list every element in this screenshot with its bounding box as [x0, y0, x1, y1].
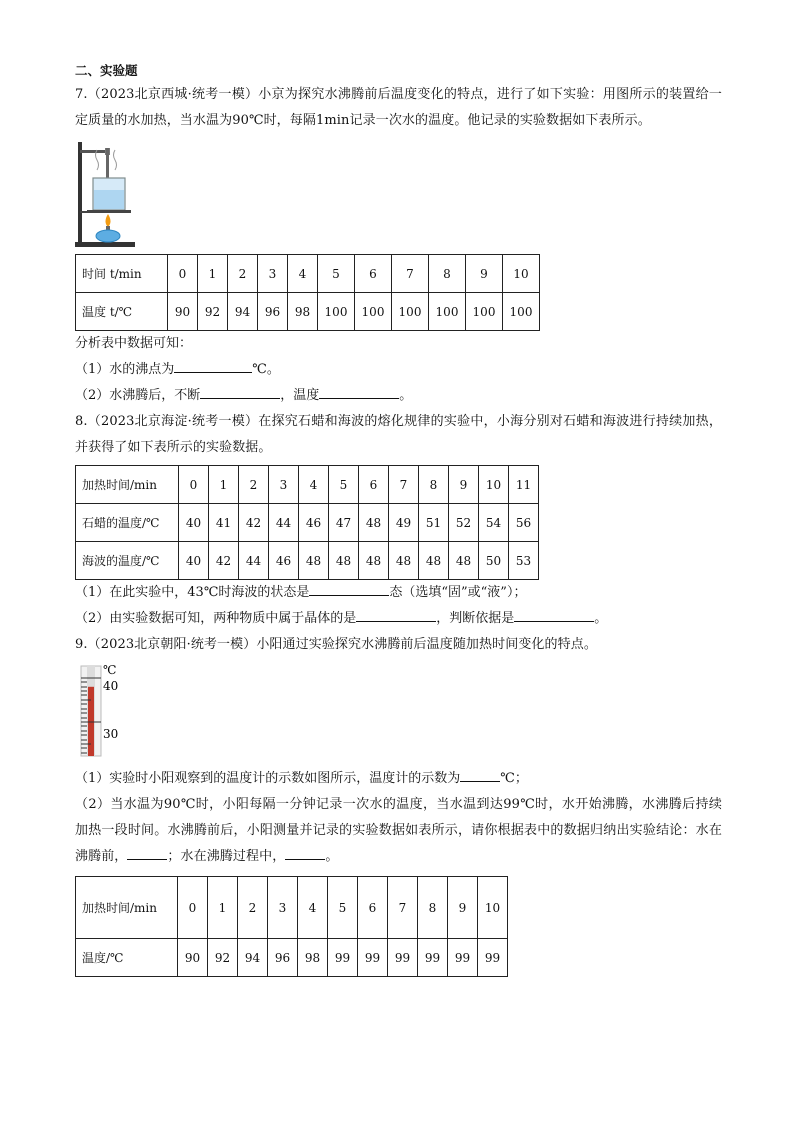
q8-stem: 8.（2023北京海淀·统考一模）在探究石蜡和海波的熔化规律的实验中，小海分别对石蜡和海波进行持续加热，并获得了如下表所示的实验数据。	[75, 414, 722, 455]
thermometer-tick-30: 30	[103, 727, 119, 741]
table-cell: 10	[478, 877, 508, 939]
table-cell: 96	[258, 293, 288, 331]
row-header: 海波的温度/℃	[76, 542, 179, 580]
table-cell: 99	[358, 939, 388, 977]
q9-data-table	[75, 876, 508, 977]
q8-sub2-text: （2）由实验数据可知，两种物质中属于晶体的是	[75, 611, 357, 626]
table-cell: 8	[429, 255, 466, 293]
table-cell: 48	[419, 542, 449, 580]
table-cell: 48	[389, 542, 419, 580]
table-cell: 42	[209, 542, 239, 580]
table-cell: 99	[388, 939, 418, 977]
q8-sub2	[75, 606, 722, 632]
row-header: 石蜡的温度/℃	[76, 504, 179, 542]
table-cell: 0	[178, 877, 208, 939]
table-row	[76, 504, 539, 542]
section-title: 二、实验题	[75, 63, 138, 78]
table-cell: 51	[419, 504, 449, 542]
table-cell: 100	[355, 293, 392, 331]
table-row	[76, 255, 540, 293]
q7-sub1	[75, 357, 722, 383]
table-cell: 8	[419, 466, 449, 504]
table-cell: 48	[359, 504, 389, 542]
table-row	[76, 877, 508, 939]
table-cell: 10	[479, 466, 509, 504]
table-cell: 5	[318, 255, 355, 293]
q9-sub1-unit: ℃；	[500, 771, 528, 786]
table-cell: 44	[239, 542, 269, 580]
table-cell: 52	[449, 504, 479, 542]
table-cell: 46	[299, 504, 329, 542]
q7-sub1-text: （1）水的沸点为	[75, 362, 175, 377]
q8-reason-blank[interactable]	[514, 608, 594, 622]
table-cell: 6	[358, 877, 388, 939]
table-cell: 90	[168, 293, 198, 331]
table-cell: 42	[239, 504, 269, 542]
table-cell: 90	[178, 939, 208, 977]
table-cell: 92	[208, 939, 238, 977]
q9-sub1	[75, 766, 722, 792]
table-cell: 6	[355, 255, 392, 293]
table-row	[76, 542, 539, 580]
table-cell: 3	[258, 255, 288, 293]
q8-sub2-text-b: ，判断依据是	[436, 611, 515, 626]
table-cell: 40	[179, 504, 209, 542]
q8-data-table	[75, 465, 539, 580]
table-cell: 47	[329, 504, 359, 542]
table-cell: 96	[268, 939, 298, 977]
table-cell: 2	[239, 466, 269, 504]
q9-sub2-end: 。	[325, 849, 339, 864]
table-cell: 99	[478, 939, 508, 977]
q7-sub2-text-b: ，温度	[280, 388, 320, 403]
q8-state-blank[interactable]	[309, 582, 389, 596]
q7-temperature-blank[interactable]	[319, 385, 399, 399]
table-cell: 99	[418, 939, 448, 977]
q9-before-boiling-blank[interactable]	[127, 846, 167, 860]
q9-sub2-text-b: ；水在沸腾过程中，	[167, 849, 286, 864]
q7-heat-blank[interactable]	[200, 385, 280, 399]
q7-stem: 7.（2023北京西城·统考一模）小京为探究水沸腾前后温度变化的特点，进行了如下实验：用图所示的装置给一定质量的水加热，当水温为90℃时，每隔1min记录一次水的温度。他记录的实验数据如下表所示。	[75, 87, 722, 128]
table-cell: 4	[298, 877, 328, 939]
table-cell: 92	[198, 293, 228, 331]
thermometer-tick-40: 40	[103, 679, 119, 693]
table-cell: 46	[269, 542, 299, 580]
table-cell: 9	[449, 466, 479, 504]
table-cell: 9	[466, 255, 503, 293]
table-cell: 9	[448, 877, 478, 939]
q7-analysis: 分析表中数据可知：	[75, 336, 193, 351]
table-cell: 40	[179, 542, 209, 580]
q8-sub2-end: 。	[594, 611, 608, 626]
table-cell: 1	[209, 466, 239, 504]
table-cell: 41	[209, 504, 239, 542]
table-cell: 94	[228, 293, 258, 331]
table-cell: 3	[268, 877, 298, 939]
table-cell: 50	[479, 542, 509, 580]
table-cell: 99	[448, 939, 478, 977]
table-cell: 48	[299, 542, 329, 580]
table-cell: 56	[509, 504, 539, 542]
q8-sub1	[75, 580, 722, 606]
thermometer-unit: ℃	[103, 663, 117, 677]
table-cell: 3	[269, 466, 299, 504]
q7-sub2-end: 。	[399, 388, 413, 403]
table-cell: 5	[329, 466, 359, 504]
table-cell: 100	[392, 293, 429, 331]
table-cell: 7	[392, 255, 429, 293]
table-cell: 7	[388, 877, 418, 939]
table-cell: 44	[269, 504, 299, 542]
q9-during-boiling-blank[interactable]	[285, 846, 325, 860]
q8-sub1-text-b: 态（选填“固”或“液”）；	[389, 585, 527, 600]
table-cell: 98	[288, 293, 318, 331]
table-cell: 98	[298, 939, 328, 977]
table-cell: 48	[329, 542, 359, 580]
table-cell: 5	[328, 877, 358, 939]
q7-boiling-point-blank[interactable]	[174, 359, 252, 373]
table-cell: 1	[198, 255, 228, 293]
thermometer-figure	[75, 662, 135, 760]
table-cell: 99	[328, 939, 358, 977]
q9-stem: 9.（2023北京朝阳·统考一模）小阳通过实验探究水沸腾前后温度随加热时间变化的特点。	[75, 637, 597, 652]
table-cell: 54	[479, 504, 509, 542]
table-row	[76, 466, 539, 504]
q7-sub2	[75, 383, 722, 409]
table-cell: 48	[449, 542, 479, 580]
table-cell: 53	[509, 542, 539, 580]
table-row	[76, 293, 540, 331]
row-header: 加热时间/min	[76, 877, 178, 939]
table-cell: 2	[228, 255, 258, 293]
table-cell: 2	[238, 877, 268, 939]
q7-sub2-text: （2）水沸腾后，不断	[75, 388, 201, 403]
table-cell: 49	[389, 504, 419, 542]
table-cell: 100	[503, 293, 540, 331]
table-cell: 1	[208, 877, 238, 939]
row-header: 温度/℃	[76, 939, 178, 977]
table-cell: 11	[509, 466, 539, 504]
q9-sub1-text: （1）实验时小阳观察到的温度计的示数如图所示，温度计的示数为	[75, 771, 461, 786]
table-cell: 0	[168, 255, 198, 293]
q8-crystal-blank[interactable]	[356, 608, 436, 622]
table-cell: 100	[318, 293, 355, 331]
q9-sub2-text: （2）当水温为90℃时，小阳每隔一分钟记录一次水的温度，当水温到达99℃时，水开始沸腾，水沸腾后持续加热一段时间。水沸腾前后，小阳测量并记录的实验数据如表所示，请你根据表中的数据归纳出实验结论：水在沸腾前，	[75, 797, 722, 864]
table-cell: 10	[503, 255, 540, 293]
table-cell: 100	[466, 293, 503, 331]
q7-sub1-unit: ℃。	[252, 362, 280, 377]
table-cell: 4	[288, 255, 318, 293]
table-cell: 7	[389, 466, 419, 504]
table-row	[76, 939, 508, 977]
table-cell: 8	[418, 877, 448, 939]
table-cell: 94	[238, 939, 268, 977]
table-cell: 48	[359, 542, 389, 580]
q7-data-table	[75, 254, 540, 331]
table-cell: 100	[429, 293, 466, 331]
q8-sub1-text: （1）在此实验中，43℃时海波的状态是	[75, 585, 310, 600]
row-header: 加热时间/min	[76, 466, 179, 504]
q9-sub2	[75, 792, 722, 870]
boiling-apparatus-figure	[75, 140, 135, 250]
table-cell: 6	[359, 466, 389, 504]
table-cell: 0	[179, 466, 209, 504]
row-header: 温度 t/℃	[76, 293, 168, 331]
row-header: 时间 t/min	[76, 255, 168, 293]
q9-reading-blank[interactable]	[460, 768, 500, 782]
table-cell: 4	[299, 466, 329, 504]
